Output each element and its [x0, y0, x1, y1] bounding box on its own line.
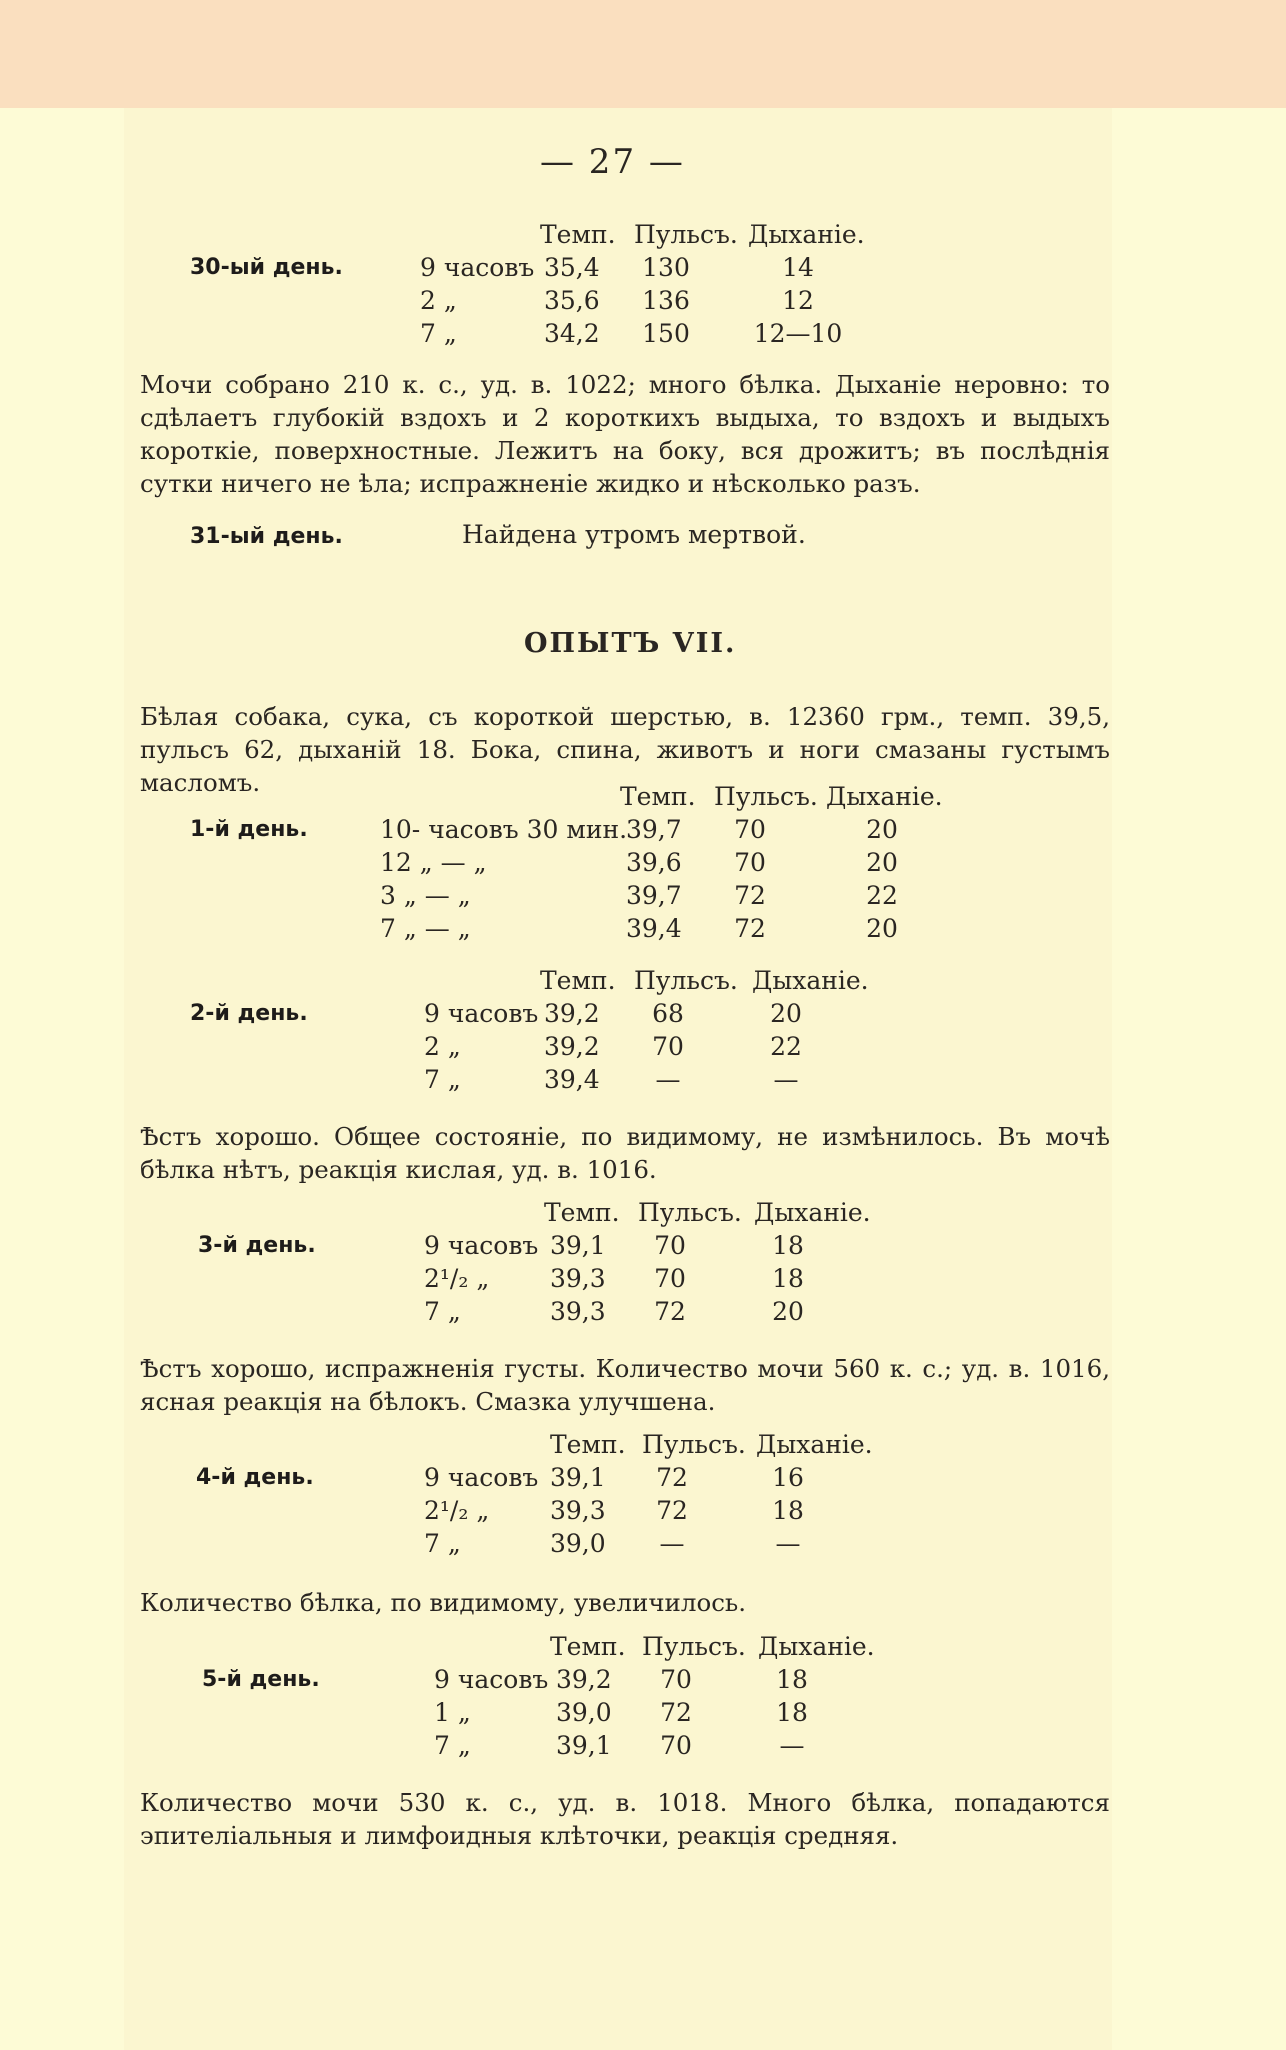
table-cell-time: 2¹/₂ „	[424, 1496, 490, 1525]
table-header-pulse: Пульсъ.	[634, 220, 738, 249]
page-number: — 27 —	[540, 142, 685, 182]
table-cell-temp: 39,4	[626, 914, 682, 943]
day-label: 31-ый день.	[190, 524, 343, 549]
table-cell-pulse: 70	[652, 1032, 684, 1061]
table-cell-breath: —	[773, 1065, 799, 1094]
table-cell-temp: 39,0	[556, 1698, 612, 1727]
table-cell-breath: 12	[782, 286, 814, 315]
table-cell-pulse: 70	[660, 1665, 692, 1694]
table-cell-breath: 20	[866, 848, 898, 877]
table-cell-temp: 39,7	[626, 815, 682, 844]
table-header-breath: Дыханіе.	[758, 1632, 875, 1661]
table-cell-time: 9 часовъ	[434, 1665, 549, 1694]
table-cell-temp: 39,0	[550, 1529, 606, 1558]
table-cell-breath: 18	[772, 1496, 804, 1525]
day-label: 4-й день.	[196, 1465, 314, 1490]
day-note: Найдена утромъ мертвой.	[462, 520, 806, 549]
day-label: 2-й день.	[190, 1001, 308, 1026]
table-header-breath: Дыханіе.	[748, 220, 865, 249]
table-cell-pulse: —	[659, 1529, 685, 1558]
table-cell-temp: 39,4	[544, 1065, 600, 1094]
day-label: 5-й день.	[202, 1667, 320, 1692]
table-header-breath: Дыханіе.	[752, 966, 869, 995]
table-header-breath: Дыханіе.	[754, 1198, 871, 1227]
table-cell-breath: 18	[772, 1264, 804, 1293]
table-cell-temp: 39,3	[550, 1264, 606, 1293]
table-cell-temp: 39,3	[550, 1496, 606, 1525]
paragraph: Мочи собрано 210 к. с., уд. в. 1022; много бѣлка. Дыханіе неровно: то сдѣлаетъ глубокій вздохъ и 2 короткихъ выдыха, то вздохъ и выдыхъ короткіе, поверхностные. Лежитъ на боку, вся дрожитъ; въ послѣднія сутки ничего не ѣла; испражненіе жидко и нѣсколько разъ.	[140, 370, 1110, 498]
paragraph: Ѣстъ хорошо, испражненія густы. Количество мочи 560 к. с.; уд. в. 1016, ясная реакція на бѣлокъ. Смазка улучшена.	[140, 1354, 1110, 1416]
table-cell-breath: 20	[866, 815, 898, 844]
table-header-temp: Темп.	[620, 782, 696, 811]
table-cell-temp: 39,7	[626, 881, 682, 910]
table-cell-pulse: 150	[642, 319, 690, 348]
table-cell-breath: 22	[770, 1032, 802, 1061]
table-cell-temp: 35,4	[544, 253, 600, 282]
table-header-temp: Темп.	[550, 1430, 626, 1459]
table-header-pulse: Пульсъ.	[714, 782, 818, 811]
table-cell-time: 7 „ — „	[380, 914, 471, 943]
table-cell-temp: 35,6	[544, 286, 600, 315]
table-header-breath: Дыханіе.	[756, 1430, 873, 1459]
table-cell-breath: 18	[772, 1231, 804, 1260]
table-cell-breath: —	[779, 1731, 805, 1760]
table-cell-pulse: 70	[734, 815, 766, 844]
top-banner	[0, 0, 1286, 108]
paragraph: Количество бѣлка, по видимому, увеличилось.	[140, 1588, 747, 1617]
table-cell-pulse: 130	[642, 253, 690, 282]
table-cell-time: 9 часовъ	[424, 1463, 539, 1492]
table-cell-time: 9 часовъ	[424, 1231, 539, 1260]
table-cell-pulse: 72	[734, 881, 766, 910]
table-cell-time: 3 „ — „	[380, 881, 471, 910]
table-cell-breath: 20	[866, 914, 898, 943]
table-cell-temp: 39,1	[556, 1731, 612, 1760]
section-title: ОПЫТЪ VII.	[524, 628, 737, 659]
table-cell-breath: 12—10	[753, 319, 843, 348]
table-cell-time: 7 „	[424, 1529, 461, 1558]
table-cell-breath: 22	[866, 881, 898, 910]
table-cell-breath: 20	[772, 1297, 804, 1326]
table-cell-breath: 16	[772, 1463, 804, 1492]
table-header-pulse: Пульсъ.	[638, 1198, 742, 1227]
table-header-temp: Темп.	[540, 220, 616, 249]
table-header-pulse: Пульсъ.	[642, 1632, 746, 1661]
table-header-breath: Дыханіе.	[826, 782, 943, 811]
table-cell-time: 9 часовъ	[424, 999, 539, 1028]
paragraph: Количество мочи 530 к. с., уд. в. 1018. Много бѣлка, попадаются эпителіальныя и лимфоидныя клѣточки, реакція средняя.	[140, 1788, 1110, 1850]
table-header-temp: Темп.	[550, 1632, 626, 1661]
paragraph: Ѣстъ хорошо. Общее состояніе, по видимому, не измѣнилось. Въ мочѣ бѣлка нѣтъ, реакція кислая, уд. в. 1016.	[140, 1122, 1110, 1184]
table-cell-time: 7 „	[424, 1065, 461, 1094]
table-cell-time: 2¹/₂ „	[424, 1264, 490, 1293]
table-cell-time: 10- часовъ 30 мин.	[380, 815, 628, 844]
table-cell-time: 9 часовъ	[420, 253, 535, 282]
table-cell-pulse: 72	[656, 1496, 688, 1525]
table-cell-temp: 39,1	[550, 1231, 606, 1260]
table-cell-time: 7 „	[434, 1731, 471, 1760]
table-cell-temp: 39,2	[544, 999, 600, 1028]
table-cell-pulse: —	[655, 1065, 681, 1094]
table-cell-pulse: 68	[652, 999, 684, 1028]
table-cell-time: 1 „	[434, 1698, 471, 1727]
table-cell-breath: 14	[782, 253, 814, 282]
table-header-pulse: Пульсъ.	[634, 966, 738, 995]
table-header-temp: Темп.	[544, 1198, 620, 1227]
day-label: 3-й день.	[198, 1233, 316, 1258]
table-header-temp: Темп.	[540, 966, 616, 995]
table-cell-time: 2 „	[424, 1032, 461, 1061]
table-cell-temp: 39,1	[550, 1463, 606, 1492]
table-cell-temp: 39,2	[556, 1665, 612, 1694]
table-cell-temp: 39,6	[626, 848, 682, 877]
table-cell-breath: 18	[776, 1665, 808, 1694]
table-cell-breath: 18	[776, 1698, 808, 1727]
table-cell-time: 7 „	[420, 319, 457, 348]
table-cell-pulse: 72	[734, 914, 766, 943]
table-cell-pulse: 72	[660, 1698, 692, 1727]
table-cell-pulse: 70	[660, 1731, 692, 1760]
table-cell-pulse: 136	[642, 286, 690, 315]
table-cell-temp: 39,3	[550, 1297, 606, 1326]
table-cell-pulse: 70	[654, 1231, 686, 1260]
paragraph: Бѣлая собака, сука, съ короткой шерстью, в. 12360 грм., темп. 39,5, пульсъ 62, дыханій 18. Бока, спина, животъ и ноги смазаны густымъ масломъ.	[140, 702, 1110, 797]
table-cell-breath: 20	[770, 999, 802, 1028]
day-label: 30-ый день.	[190, 255, 343, 280]
table-cell-temp: 39,2	[544, 1032, 600, 1061]
table-cell-time: 2 „	[420, 286, 457, 315]
table-cell-breath: —	[775, 1529, 801, 1558]
table-cell-time: 7 „	[424, 1297, 461, 1326]
table-header-pulse: Пульсъ.	[642, 1430, 746, 1459]
table-cell-pulse: 72	[656, 1463, 688, 1492]
table-cell-temp: 34,2	[544, 319, 600, 348]
table-cell-time: 12 „ — „	[380, 848, 487, 877]
day-label: 1-й день.	[190, 817, 308, 842]
table-cell-pulse: 70	[654, 1264, 686, 1293]
table-cell-pulse: 72	[654, 1297, 686, 1326]
table-cell-pulse: 70	[734, 848, 766, 877]
